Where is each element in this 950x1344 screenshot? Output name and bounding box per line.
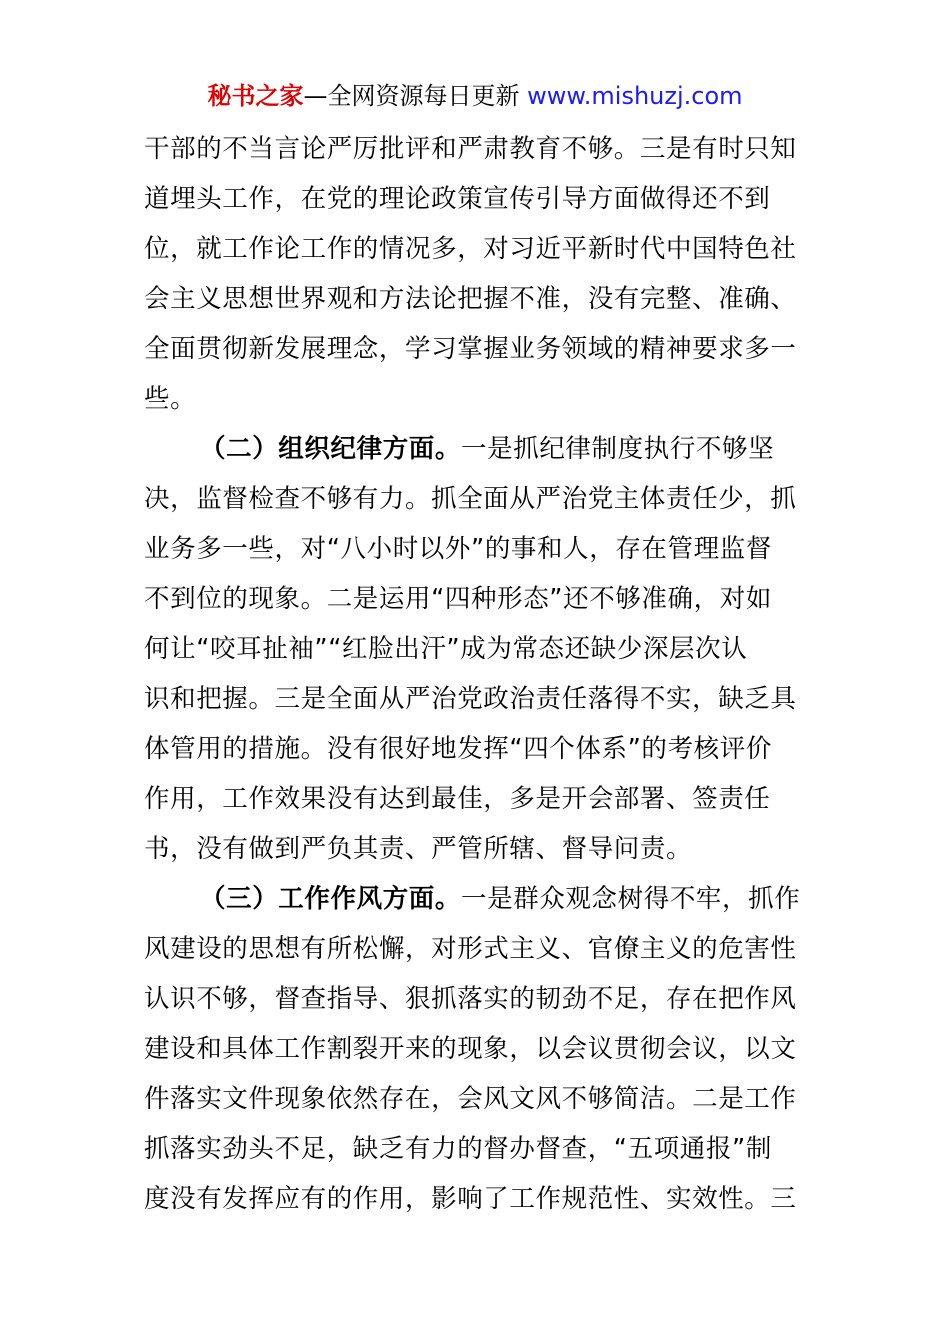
header-tagline: —全网资源每日更新 [303, 82, 520, 110]
text-line: 位，就工作论工作的情况多，对习近平新时代中国特色社 [144, 234, 797, 264]
text-line: 不到位的现象。二是运用“四种形态”还不够准确，对如 [144, 584, 772, 614]
text-line: 体管用的措施。没有很好地发挥“四个体系”的考核评价 [144, 734, 772, 764]
section-heading-work-style: （三）工作作风方面。 [200, 884, 462, 914]
text-line: 全面贯彻新发展理念，学习掌握业务领域的精神要求多一 [144, 334, 797, 364]
site-url-link[interactable]: www.mishuzj.com [527, 82, 743, 110]
text-line: 业务多一些，对“八小时以外”的事和人，存在管理监督 [144, 534, 772, 564]
document-body [144, 124, 808, 1224]
text-line: 决，监督检查不够有力。抓全面从严治党主体责任少，抓 [144, 484, 797, 514]
section-heading-line: （三）工作作风方面。一是群众观念树得不牢，抓作 [200, 884, 801, 914]
text-line: 建设和具体工作割裂开来的现象，以会议贯彻会议，以文 [144, 1034, 797, 1064]
text-line: 干部的不当言论严厉批评和严肃教育不够。三是有时只知 [144, 134, 797, 164]
text-line: 度没有发挥应有的作用，影响了工作规范性、实效性。三 [144, 1184, 797, 1214]
text-line: 作用，工作效果没有达到最佳，多是开会部署、签责任 [144, 784, 771, 814]
text-line: 道埋头工作，在党的理论政策宣传引导方面做得还不到 [144, 184, 771, 214]
text-line: 风建设的思想有所松懈，对形式主义、官僚主义的危害性 [144, 934, 797, 964]
brand-name: 秘书之家 [207, 82, 304, 110]
text-line: 书，没有做到严负其责、严管所辖、督导问责。 [144, 834, 693, 864]
text-line: 何让“咬耳扯袖”“红脸出汗”成为常态还缺少深层次认 [144, 634, 748, 664]
site-header [0, 80, 950, 112]
text-line: 件落实文件现象依然存在，会风文风不够简洁。二是工作 [144, 1084, 797, 1114]
text-line: 识和把握。三是全面从严治党政治责任落得不实，缺乏具 [144, 684, 797, 714]
text-line: 认识不够，督查指导、狠抓落实的韧劲不足，存在把作风 [144, 984, 797, 1014]
text-line: 抓落实劲头不足，缺乏有力的督办督查，“五项通报”制 [144, 1134, 772, 1164]
text-line: 些。 [144, 384, 197, 414]
text-line: 会主义思想世界观和方法论把握不准，没有完整、准确、 [144, 284, 797, 314]
section-heading-organization: （二）组织纪律方面。 [200, 434, 462, 464]
section-heading-line: （二）组织纪律方面。一是抓纪律制度执行不够坚 [200, 434, 775, 464]
